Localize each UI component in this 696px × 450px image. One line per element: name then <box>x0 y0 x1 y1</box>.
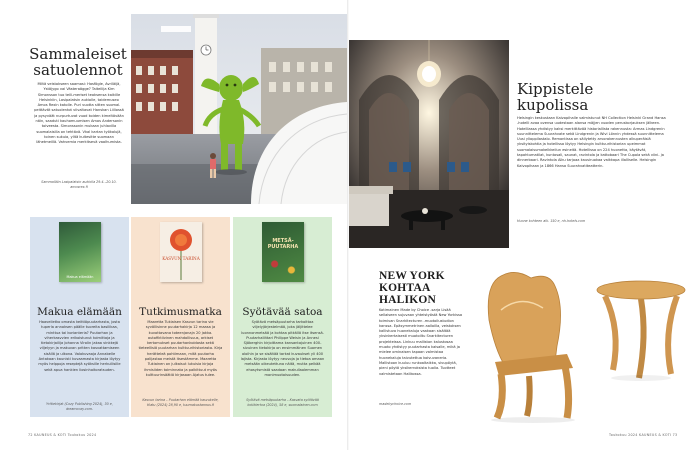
sculpture-photo-drawing <box>131 14 347 204</box>
card-body-tutkimusmatka: Maaretta Tukiaisen Kasvun tarina vie syvällisinne puutarhakirja 12 maasa ja kuvottavana toteenjanajn 20 jakka. autofiktiivinen mahdollisuus, arkiset kertomukset puutarhankoidosta sekä tieteellisiä puutarhan kulttuurihistoriasta. Kirja herätteleä pohtimaan, mitä puutarha palijastaa meistä itsestämme. Maaretta Tukiainen on julkaisut lukuisia kirjoja ihmisiiden toiminnata ja palkittuut myös kulttuurinsäätiö kirjasaan Ajatus tulee. <box>138 320 223 377</box>
halikko-caption: madebychoice.com <box>379 402 412 406</box>
card-title-tutkimusmatka: Tutkimusmatka <box>139 306 222 318</box>
card-caption-syotavaa: Syötävä metsäpuutarha – Kasvata syötävää kotikiertoa (2024), 58 e, suomalainen.com <box>246 398 319 407</box>
left-page-footer: 72 KAUNEUS & KOTI Toukokuu 2024 <box>28 433 97 437</box>
right-page-footer: Toukokuu 2024 KAUNEUS & KOTI 73 <box>609 433 678 437</box>
card-body-syotavaa: Syötävä metsäpuutarha tarkoittaa viljelyjärjestelmää, joka jäljittelee luonnonmetsää ja kohtaa pitkällä itse itsensä. Puutarhaliittari Philippe Weisin ja Annesi Sjöberghin kirjoittama kansantajuinen 400-sivuinen tietokirja on ensimmäinen Suomen oloihin ja se sisältää tarkat kuvaukset yli 400 lajista. Kirjasta löytyy neuvoja ja tietoa omaan metsään oikeutettuna näitä, mutta pelkää ehosytsmistä saadaan makullaolemman monimuotoisuuden. <box>240 320 325 377</box>
furniture-drawing <box>471 250 696 430</box>
card-tutkimusmatka <box>131 217 230 417</box>
flower-illustration <box>160 222 202 282</box>
halikko-headline: NEW YORK KOHTAA HALIKON <box>379 270 445 306</box>
halikko-body: Kotimainen Made by Choice -sarja Lisää sellaiseen sujuvaan yhteistyöstä New Yorkissa toimivan Snarkitecturen -muotoilustudion kanssa. Epäsymmetrinen aalloilla, veistoksen kallistuva huonekaluja vaakaan sisältää yksinkertaisesti muotoiltu Snarkitecturen projekteissa. Linkuu malliston kalustosaa muoto yhdistyy puutarhasta kaisalle, mikä ja mielee ominaisen tapaan valmistaa huonekaluja taivutettua koivuvaneria. Mallistoon kuuluu runkoaltaikka, sivupöytä, pieni pöytä yksikerroksista tuolia. Tuotteet valmistetaan Halikossa. <box>379 308 463 376</box>
card-makua <box>30 217 129 417</box>
card-caption-makua: Yrttiekirjat (Cozy Publishing 2024), 30 e, dreamcozy.com. <box>46 402 113 411</box>
book-cover-label: Makua elämään <box>66 275 94 279</box>
card-body-makua: Haaveiletko omasta keittiöpuutarhasta, josta tuperla annoksen päälle tuoreita basilikaa, minttua tai korianteria? Puutarhan ja viherkasvvien erikoistunut toimittaja ja tietokirjailija Johanna Virolin jakaa vinkkejä viljelyyn ja makuvan pritten kasvattamiseen sisällä ja ulkona. Valokuvaaja Annabelle Antakaan kaunisti kuvaamasta kirjasta löytyy myös helppoja reseptejä syöksille herkullisille sekä apua hankien liosinhoitoratsuden. <box>38 320 121 372</box>
book-cover-label: KASVUN TARINA <box>162 256 200 261</box>
hotel-caption: Huone kohteen alk. 150 e, nh-hotels.com <box>517 219 586 223</box>
book-cover-label: METSÄ-PUUTARHA <box>267 238 299 250</box>
sculpture-body: Miltä veistokseen saamasi: Hasfögle, Avriläijä, Ystäjygo vai Västeraägge? Taiteilija Kim Simonsson tuo teili-meriset teoksensa kaikille Helsinkiin, Lasipalatsin aukiolle, taidemuseo Amos Rexin katolle. Puri vuotta sitten suomal. peittävät satuolentot viivaltavat Hanskan Liiliossä ja pysyväät nurpurtuvat vuod koiden kimeltävään näin, saaduti kauhomuumisen Amos Andersonin toiveesta. Simonssonin mukaan juhlavilla suomalaisilla on tehtävä. Vkal kartan työkalujä, toinen sukuia, ylitä kuitesitte suomaan lähetmeillä. Vahvemia merkitsevä vaalhumista. <box>34 82 124 145</box>
sculpture-headline: Sammaleiset satuolennot <box>29 45 127 79</box>
hotel-headline: Kippistele kupolissa <box>517 80 594 114</box>
hotel-body: Helsingin keskustaan Kaivopihalle valmistunut NH Collection Helsinki Grand Hansa -hotelli avaa ovensa uudestaan alansa mäjjen vuoden peruskorjauksen jälkeen. Hotelliassa yhdistyy kaksi merkittävää historiallista rakennusta: Armas Lindgrenin suunnittelema Suurahvate sekä Lindgrenin ja Wivi Lönnin yhdessä suunnittelema Uusi ylioppilastalo. Remontissa on säilytetty arvorakennusten alkuperäisiä yksityiskohtia ja hotellissa löytyy Helsingin kulttuurihistorian upeimmat suomalaisumakelkkeilun esineitä. Hotellissa on 224 huonetta, käytävät, tapahtumatilat, kuntosali, saunat, ravintola ja kattobaari The Cupola sekä viini- ja dinnerbaari. Ravintola Alku tarjoaa kausiruokaa vaikkapa illalliselle. Helsingin Kaivopihaan ja 1866 Hansa Suurahvatiteatterin. <box>517 116 666 168</box>
card-title-makua: Makua elämään <box>37 306 122 318</box>
hotel-photo-drawing <box>349 40 509 248</box>
sculpture-photo <box>131 14 347 204</box>
book-cover-kasvun-tarina <box>160 222 202 282</box>
book-cover-metsapuutarha <box>262 222 304 282</box>
sculpture-caption: Sammalläin Lasipalatsin aukiolla 29.4.–20.10. amosrex.fi <box>41 180 117 189</box>
book-cover-makua <box>59 222 101 282</box>
right-page <box>349 0 696 450</box>
left-page <box>0 0 347 450</box>
card-syotavaa <box>233 217 332 417</box>
card-caption-tutkimusmatka: Kasvun tarina – Puutarhan elämää kasvukelle, tilatu (2024) 28,90 e, tuumakustannus.fi <box>142 398 219 407</box>
hotel-photo <box>349 40 509 248</box>
card-title-syotavaa: Syötävää satoa <box>242 306 323 318</box>
plywood-furniture-photo <box>471 250 696 430</box>
